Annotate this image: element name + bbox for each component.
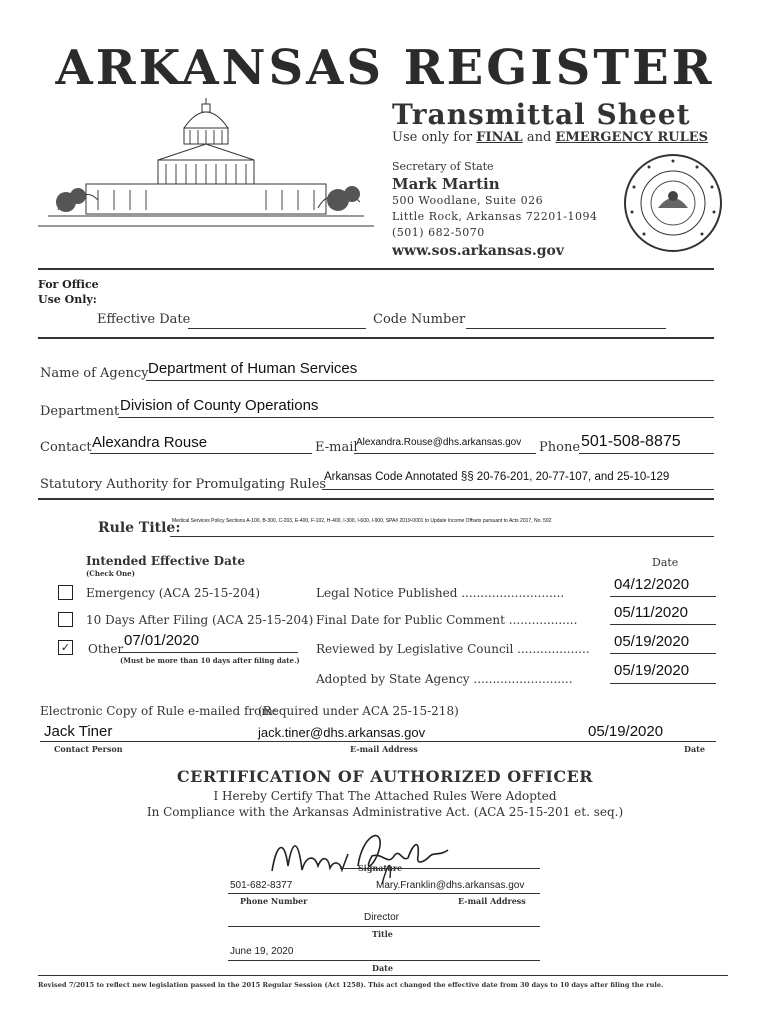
phone-value[interactable]: 501-508-8875: [581, 433, 681, 450]
department-value[interactable]: Division of County Operations: [120, 397, 319, 414]
rule-title-underline: [170, 536, 714, 537]
office-use-label1: For Office: [38, 278, 99, 291]
officer-email-value[interactable]: Mary.Franklin@dhs.arkansas.gov: [376, 880, 525, 891]
officer-date-caption: Date: [372, 963, 393, 973]
agency-name-label: Name of Agency: [40, 366, 149, 381]
agency-divider: [38, 498, 714, 500]
final-comment-value[interactable]: 05/11/2020: [614, 604, 688, 621]
statutory-authority-label: Statutory Authority for Promulgating Rules: [40, 477, 327, 492]
department-label: Department: [40, 404, 120, 419]
rule-title-label: Rule Title:: [98, 520, 181, 536]
department-underline: [118, 417, 714, 418]
electronic-contact-value[interactable]: Jack Tiner: [44, 723, 113, 740]
officer-title-caption: Title: [372, 929, 393, 939]
adopted-underline: [610, 683, 716, 684]
final-comment-underline: [610, 624, 716, 625]
electronic-email-caption: E-mail Address: [350, 744, 418, 754]
contact-underline: [90, 453, 312, 454]
use-only-final: FINAL: [476, 130, 523, 145]
email-label: E-mail: [315, 440, 358, 455]
statutory-authority-underline: [322, 489, 714, 490]
officer-date-value[interactable]: June 19, 2020: [230, 946, 294, 957]
revision-note: Revised 7/2015 to reflect new legislation passed in the 2015 Regular Session (Act 1258). This act changed the effective date from 30 days to 10 days after filing the rule.: [38, 981, 664, 989]
adopted-value[interactable]: 05/19/2020: [614, 662, 690, 679]
phone-underline: [579, 453, 714, 454]
date-column-header: Date: [652, 556, 679, 569]
use-only-emergency: EMERGENCY RULES: [555, 130, 709, 145]
electronic-underline: [40, 741, 716, 742]
code-number-field[interactable]: [466, 328, 666, 329]
other-label: Other: [88, 642, 124, 656]
use-only-prefix: Use only for: [392, 130, 477, 145]
officer-date-underline: [228, 960, 540, 961]
email-underline: [354, 453, 536, 454]
check-one-note: (Check One): [86, 569, 135, 578]
ten-days-checkbox[interactable]: [58, 612, 73, 627]
contact-label: Contact: [40, 440, 92, 455]
sos-address1: 500 Woodlane, Suite 026: [392, 194, 544, 207]
electronic-date-caption: Date: [684, 744, 705, 754]
electronic-email-value[interactable]: jack.tiner@dhs.arkansas.gov: [258, 725, 426, 740]
final-comment-text: Final Date for Public Comment: [316, 613, 505, 627]
agency-name-value[interactable]: Department of Human Services: [148, 360, 358, 377]
reviewed-underline: [610, 653, 716, 654]
effective-date-field[interactable]: [188, 328, 366, 329]
electronic-contact-caption: Contact Person: [54, 744, 123, 754]
transmittal-subtitle: Transmittal Sheet: [392, 98, 691, 131]
phone-label: Phone: [539, 440, 581, 455]
officer-title-value[interactable]: Director: [364, 912, 400, 923]
certification-heading: CERTIFICATION OF AUTHORIZED OFFICER: [176, 767, 594, 786]
intended-effective-date-label: Intended Effective Date: [86, 554, 246, 568]
use-only-and: and: [522, 130, 556, 145]
legal-notice-underline: [610, 596, 716, 597]
other-date-underline: [118, 652, 298, 653]
statutory-authority-value[interactable]: Arkansas Code Annotated §§ 20-76-201, 20-77-107, and 25-10-129: [324, 471, 670, 483]
signature-caption: Signature: [358, 863, 403, 873]
contact-value[interactable]: Alexandra Rouse: [92, 434, 208, 451]
legal-notice-text: Legal Notice Published: [316, 586, 458, 600]
signature-icon: [262, 826, 462, 886]
officer-phone-caption: Phone Number: [240, 896, 308, 906]
sos-website: www.sos.arkansas.gov: [392, 243, 564, 259]
office-use-label2: Use Only:: [38, 293, 97, 306]
adopted-text: Adopted by State Agency: [316, 672, 470, 686]
register-title: ARKANSAS REGISTER: [55, 40, 715, 96]
rule-title-value[interactable]: Medical Services Policy Sections A-100, B-300, C-203, E-400, F-102, H-400, I-300, I-600, I-900, SPA# 2019-0001 to Update Income Offsets pursuant to Acts 2017, No. 592: [172, 518, 552, 524]
sos-address2: Little Rock, Arkansas 72201-1094: [392, 210, 598, 223]
legal-notice-value[interactable]: 04/12/2020: [614, 576, 690, 593]
effective-date-label: Effective Date: [97, 312, 191, 327]
reviewed-value[interactable]: 05/19/2020: [614, 633, 690, 650]
electronic-copy-label: Electronic Copy of Rule e-mailed from:: [40, 704, 277, 718]
office-divider: [38, 337, 714, 339]
sos-label: Secretary of State: [392, 160, 494, 173]
agency-name-underline: [146, 380, 714, 381]
sos-name: Mark Martin: [392, 175, 500, 193]
sos-phone: (501) 682-5070: [392, 226, 485, 239]
legal-notice-label: Legal Notice Published ...........................: [316, 586, 565, 600]
certification-line1: I Hereby Certify That The Attached Rules Were Adopted: [213, 789, 557, 803]
email-value[interactable]: Alexandra.Rouse@dhs.arkansas.gov: [356, 437, 522, 448]
officer-title-underline: [228, 926, 540, 927]
electronic-copy-required: (Required under ACA 25-15-218): [258, 704, 459, 718]
use-only-note: [392, 130, 708, 145]
other-checkbox[interactable]: ✓: [58, 640, 73, 655]
officer-contact-underline: [228, 893, 540, 894]
footer-divider: [38, 975, 728, 976]
ten-days-label: 10 Days After Filing (ACA 25-15-204): [86, 613, 314, 627]
emergency-label: Emergency (ACA 25-15-204): [86, 586, 261, 600]
electronic-date-value[interactable]: 05/19/2020: [588, 723, 664, 740]
reviewed-text: Reviewed by Legislative Council: [316, 642, 514, 656]
other-date-note: (Must be more than 10 days after filing date.): [120, 656, 300, 665]
reviewed-label: Reviewed by Legislative Council ...................: [316, 642, 590, 656]
header-divider: [38, 268, 714, 270]
officer-email-caption: E-mail Address: [458, 896, 526, 906]
code-number-label: Code Number: [373, 312, 466, 327]
other-date-value[interactable]: 07/01/2020: [124, 632, 200, 649]
capitol-building-illustration: [38, 98, 374, 238]
secretary-of-state-seal-icon: [622, 152, 724, 254]
officer-phone-value[interactable]: 501-682-8377: [230, 880, 293, 891]
certification-line2: In Compliance with the Arkansas Administrative Act. (ACA 25-15-201 et. seq.): [146, 805, 624, 819]
emergency-checkbox[interactable]: [58, 585, 73, 600]
final-comment-label: Final Date for Public Comment ..................: [316, 613, 578, 627]
adopted-label: Adopted by State Agency ..........................: [316, 672, 573, 686]
